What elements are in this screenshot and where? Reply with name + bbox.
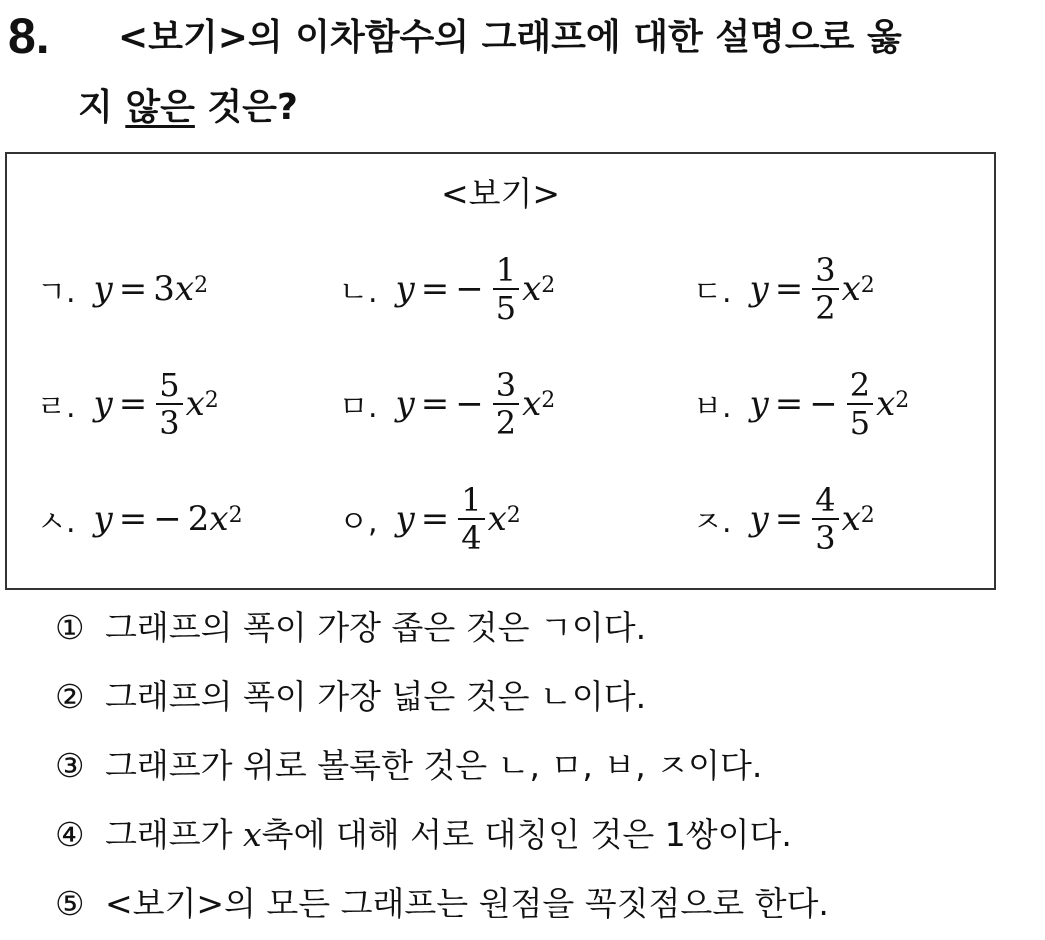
choice-number: ④ (55, 815, 85, 854)
denominator: 5 (495, 289, 517, 327)
example-item (37, 359, 219, 449)
y-variable: y (93, 384, 113, 424)
exponent: 2 (506, 502, 521, 528)
x-variable: x (174, 269, 195, 309)
fraction (156, 367, 182, 441)
example-item (339, 359, 555, 449)
example-item (693, 359, 909, 449)
exponent: 2 (860, 502, 875, 528)
item-letter: ㄴ. (339, 275, 378, 310)
numerator: 4 (815, 481, 836, 519)
exponent: 2 (541, 272, 556, 298)
choice-5 (55, 882, 829, 926)
y-variable: y (749, 269, 769, 309)
choice-number: ② (55, 677, 85, 716)
x-variable: x (487, 499, 507, 539)
y-variable: y (749, 499, 769, 539)
example-item (693, 244, 875, 334)
example-box (5, 152, 996, 590)
x-variable: x (243, 815, 262, 854)
choice-4 (55, 813, 792, 857)
example-item (693, 474, 875, 564)
denominator: 4 (461, 519, 482, 557)
minus-sign: − (809, 384, 838, 424)
choice-number: ③ (55, 746, 85, 785)
minus-sign: − (455, 384, 484, 424)
choice-text: <보기>의 모든 그래프는 원점을 꼭짓점으로 한다. (105, 884, 829, 923)
choice-number: ① (55, 608, 85, 647)
item-letter: ㅁ. (339, 390, 378, 425)
numerator: 1 (495, 251, 517, 289)
fraction (493, 252, 519, 326)
numerator: 1 (461, 481, 482, 519)
fraction (847, 367, 873, 441)
question-text-line2 (78, 84, 298, 132)
example-item (339, 474, 521, 564)
denominator: 3 (159, 404, 180, 442)
numerator: 5 (159, 366, 180, 404)
minus-sign: − (153, 499, 182, 539)
choice-number: ⑤ (55, 884, 85, 923)
item-letter: ㄹ. (37, 390, 76, 425)
example-box-title: <보기> (440, 174, 561, 213)
exponent: 2 (204, 387, 219, 413)
exponent: 2 (541, 387, 556, 413)
fraction (812, 482, 838, 556)
item-letter: ㅈ. (693, 505, 732, 540)
question-underlined-word: 않은 (125, 87, 195, 128)
item-letter: ㄱ. (37, 275, 76, 310)
y-variable: y (93, 269, 113, 309)
example-item (37, 244, 208, 334)
choice-3 (55, 744, 762, 788)
choice-2 (55, 675, 646, 719)
item-letter: ㅅ. (37, 505, 76, 540)
choice-text: 그래프가 위로 볼록한 것은 ㄴ, ㅁ, ㅂ, ㅈ이다. (105, 746, 763, 785)
equals-sign: = (118, 499, 148, 539)
y-variable: y (93, 499, 113, 539)
coefficient: 3 (153, 269, 175, 309)
denominator: 5 (849, 404, 871, 442)
example-item (339, 244, 555, 334)
minus-sign: − (455, 269, 484, 309)
x-variable: x (209, 499, 229, 539)
y-variable: y (395, 384, 415, 424)
x-variable: x (876, 384, 896, 424)
item-letter: ㅇ, (339, 505, 378, 540)
choice-text-post: 축에 대해 서로 대칭인 것은 1쌍이다. (261, 815, 792, 854)
x-variable: x (522, 269, 542, 309)
exponent: 2 (860, 272, 875, 298)
question-text-pre: 지 (78, 87, 126, 128)
question-text-line1: <보기>의 이차함수의 그래프에 대한 설명으로 옳 (118, 17, 902, 58)
denominator: 2 (495, 404, 517, 442)
choice-text: 그래프의 폭이 가장 좁은 것은 ㄱ이다. (105, 608, 647, 647)
x-variable: x (841, 499, 861, 539)
y-variable: y (749, 384, 769, 424)
choice-text: 그래프의 폭이 가장 넓은 것은 ㄴ이다. (105, 677, 647, 716)
item-letter: ㄷ. (693, 275, 732, 310)
example-item (37, 474, 243, 564)
y-variable: y (395, 269, 415, 309)
x-variable: x (185, 384, 205, 424)
exponent: 2 (228, 502, 243, 528)
choice-text-pre: 그래프가 (105, 815, 244, 854)
equals-sign: = (420, 384, 450, 424)
choice-1 (55, 606, 646, 650)
equals-sign: = (420, 269, 450, 309)
exponent: 2 (194, 272, 209, 298)
equals-sign: = (118, 384, 148, 424)
x-variable: x (522, 384, 542, 424)
numerator: 3 (495, 366, 517, 404)
equals-sign: = (420, 499, 450, 539)
equals-sign: = (774, 384, 804, 424)
numerator: 3 (815, 251, 836, 289)
denominator: 3 (815, 519, 836, 557)
question-number: 8. (8, 8, 50, 64)
item-letter: ㅂ. (693, 390, 732, 425)
coefficient: 2 (187, 499, 210, 539)
exponent: 2 (895, 387, 910, 413)
fraction (493, 367, 519, 441)
equals-sign: = (118, 269, 148, 309)
fraction (458, 482, 484, 556)
equals-sign: = (774, 499, 804, 539)
x-variable: x (841, 269, 861, 309)
equals-sign: = (774, 269, 804, 309)
y-variable: y (395, 499, 415, 539)
numerator: 2 (849, 366, 871, 404)
denominator: 2 (815, 289, 836, 327)
fraction (812, 252, 838, 326)
question-text-post: 것은? (194, 87, 298, 128)
